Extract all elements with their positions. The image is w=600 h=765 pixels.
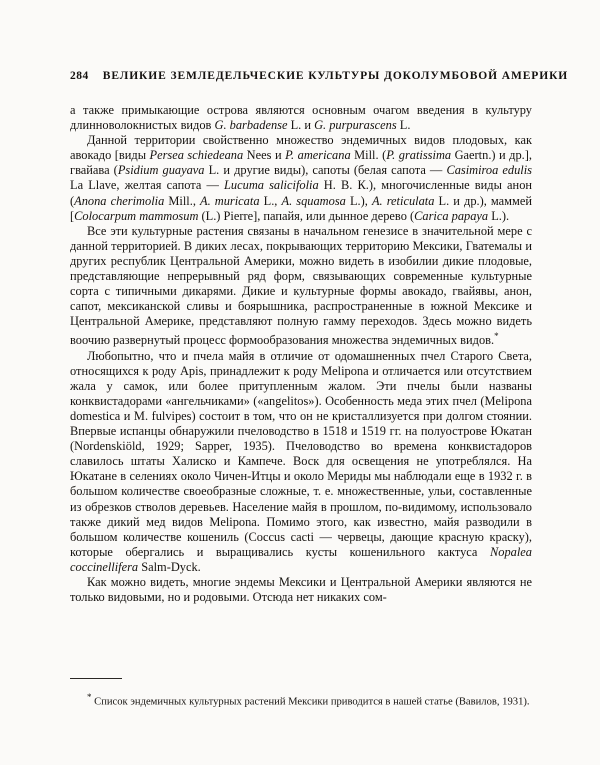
footnote-block — [70, 690, 532, 710]
running-header — [70, 70, 569, 82]
body-text-column — [70, 103, 532, 605]
footnote-text: * Список эндемичных культурных растений Мексики приводится в нашей статье (Вавилов, 1931). — [87, 692, 530, 708]
paragraph: Как можно видеть, многие эндемы Мексики и Центральной Америки являются не только видовыми, но и родовыми. Отсюда нет никаких сом- — [70, 575, 532, 605]
page-number: 284 — [70, 70, 89, 82]
paragraph: а также примыкающие острова являются основным очагом введения в культуру длинноволокнистых видов G. barbadense L. и G. purpurascens L. — [70, 103, 532, 133]
paragraph: Любопытно, что и пчела майя в отличие от одомашненных пчел Старого Света, относящихся к роду Apis, принадлежит к роду Melipona и отличается или отсутствием жала у самок, или более притупленным жалом. Эти пчелы были названы конквистадорами «ангельчиками» («angelitos»). Особенность меда этих пчел (Melipona domestica и M. fulvipes) состоит в том, что он не кристаллизуется при долгом стоянии. Впервые испанцы обнаружили пчеловодство в 1518 и 1519 гг. на полуострове Юкатан (Nordenskiöld, 1929; Sapper, 1935). Пчеловодство во времена конквистадоров славилось штаты Халиско и Кампече. Воск для освещения не употреблялся. На Юкатане в селениях около Чичен-Итцы и около Мериды мы наблюдали еще в 1932 г. в большом количестве своеобразные сложные, т. е. множественные, ульи, составленные из обрезков стволов деревьев. Население майя в прошлом, по-видимому, использовало также дикий мед видов Melipona. Помимо этого, как известно, майя разводили в большом количестве кошениль (Coccus cacti — червецы, дающие красную краску), которые обергались и выращивались кусты кошенильного кактуса Nopalea coccinellifera Salm-Dyck. — [70, 348, 532, 574]
paragraph: Данной территории свойственно множество эндемичных видов плодовых, как авокадо [виды Persea schiedeana Nees и P. americana Mill. (P. gratissima Gaertn.) и др.], гвайава (Psidium guayava L. и другие виды), сапоты (белая сапота — Casimiroa edulis La Llave, желтая сапота — Lucuma salicifolia Н. В. К.), многочисленные виды анон (Anona cherimolia Mill., A. muricata L., A. squamosa L.), A. reticulata L. и др.), маммей [Colocarpum mammosum (L.) Pierre], папайя, или дынное дерево (Carica papaya L.). — [70, 133, 533, 223]
footnote-divider — [70, 678, 122, 679]
paragraph: Все эти культурные растения связаны в начальном генезисе в значительной мере с данной территорией. В диких лесах, покрывающих территорию Мексики, Гватемалы и других республик Центральной Америки, можно видеть в изобилии дикие плодовые, представляющие непрерывный ряд форм, связывающих современные культурные сорта с типичными дикарями. Дикие и культурные формы авокадо, гвайявы, анон, сапот, мексиканской сливы и боярышника, распространенные в южной Мексике и Центральной Америке, представляют полную гамму переходов. Здесь можно видеть воочию развернутый процесс формообразования множества эндемичных видов.* — [70, 223, 532, 348]
running-head-title: ВЕЛИКИЕ ЗЕМЛЕДЕЛЬЧЕСКИЕ КУЛЬТУРЫ ДОКОЛУМБОВОЙ АМЕРИКИ — [102, 70, 569, 82]
